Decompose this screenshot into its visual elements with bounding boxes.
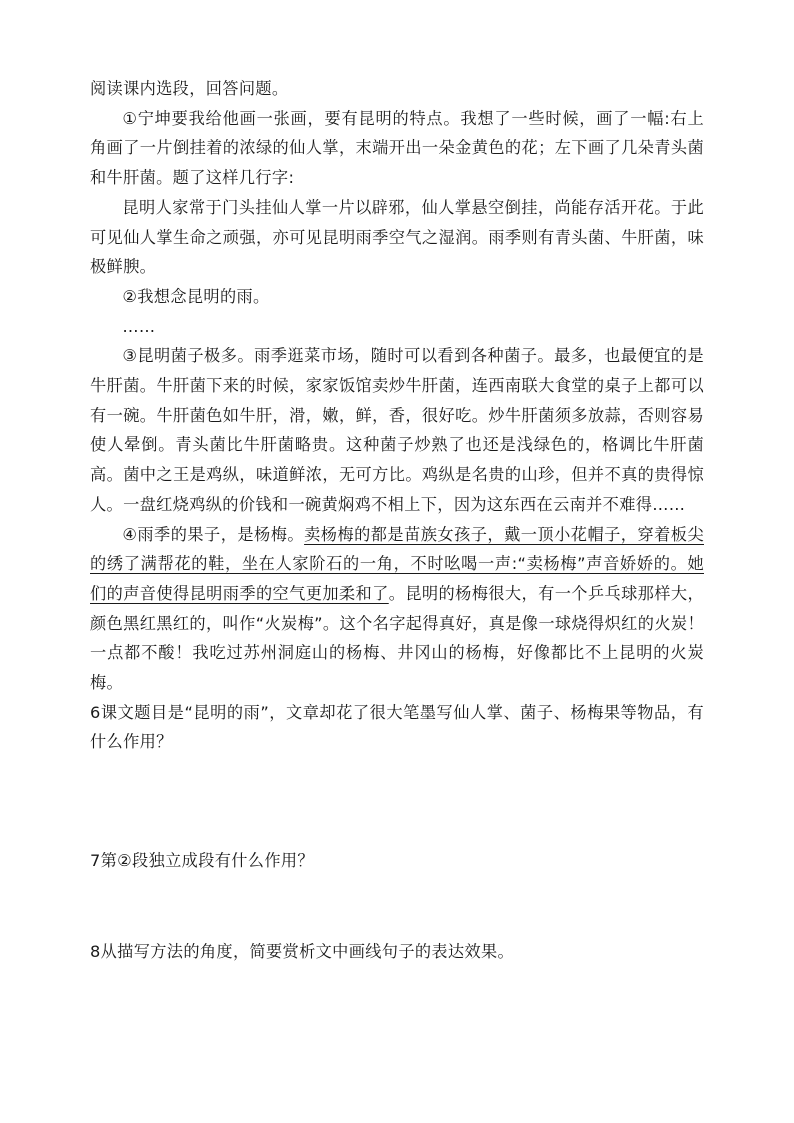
- paragraph-4-rest: 。昆明的杨梅很大，有一个乒乓球那样大，颜色黑红黑红的，叫作“火炭梅”。这个名字起得真好，真是像一球烧得炽红的火炭！一点都不酸！我吃过苏州洞庭山的杨梅、井冈山的杨梅，好像都比不上昆明的火炭梅。: [90, 583, 704, 693]
- inscription-paragraph: 昆明人家常于门头挂仙人掌一片以辟邪，仙人掌悬空倒挂，尚能存活开花。于此可见仙人掌生命之顽强，亦可见昆明雨季空气之湿润。雨季则有青头菌、牛肝菌，味极鲜腴。: [90, 197, 704, 277]
- paragraph-4-lead: ④雨季的果子，是杨梅。: [122, 524, 305, 544]
- paragraph-1: ①宁坤要我给他画一张画，要有昆明的特点。我想了一些时候，画了一幅:右上角画了一片倒挂着的浓绿的仙人掌，末端开出一朵金黄色的花；左下画了几朵青头菌和牛肝菌。题了这样几行字:: [90, 108, 704, 188]
- reading-passage-page: [90, 74, 704, 967]
- paragraph-4: [90, 520, 704, 698]
- paragraph-3: ③昆明菌子极多。雨季逛菜市场，随时可以看到各种菌子。最多，也最便宜的是牛肝菌。牛肝菌下来的时候，家家饭馆卖炒牛肝菌，连西南联大食堂的桌子上都可以有一碗。牛肝菌色如牛肝，滑，嫩，鲜，香，很好吃。炒牛肝菌须多放蒜，否则容易使人晕倒。青头菌比牛肝菌略贵。这种菌子炒熟了也还是浅绿色的，格调比牛肝菌高。菌中之王是鸡纵，味道鲜浓，无可方比。鸡纵是名贵的山珍，但并不真的贵得惊人。一盘红烧鸡纵的价钱和一碗黄焖鸡不相上下，因为这东西在云南并不难得……: [90, 346, 704, 514]
- question-8: 8从描写方法的角度，简要赏析文中画线句子的表达效果。: [90, 941, 515, 961]
- question-7: 7第②段独立成段有什么作用？: [90, 851, 314, 871]
- underlined-sentence: 卖杨梅的都是苗族女孩子，戴一顶小花帽子，穿着板尖的绣了满帮花的鞋，坐在人家阶石的一角，不时吆喝一声:“卖杨梅”声音娇娇的。她们的声音使得昆明雨季的空气更加柔和了: [90, 524, 704, 603]
- paragraph-2: ②我想念昆明的雨。: [122, 286, 270, 306]
- instruction-text: 阅读课内选段，回答问题。: [90, 79, 289, 98]
- omission-ellipsis: ……: [122, 316, 156, 336]
- question-6: 6课文题目是“昆明的雨”，文章却花了很大笔墨写仙人掌、菌子、杨梅果等物品，有什么作用？: [90, 702, 704, 752]
